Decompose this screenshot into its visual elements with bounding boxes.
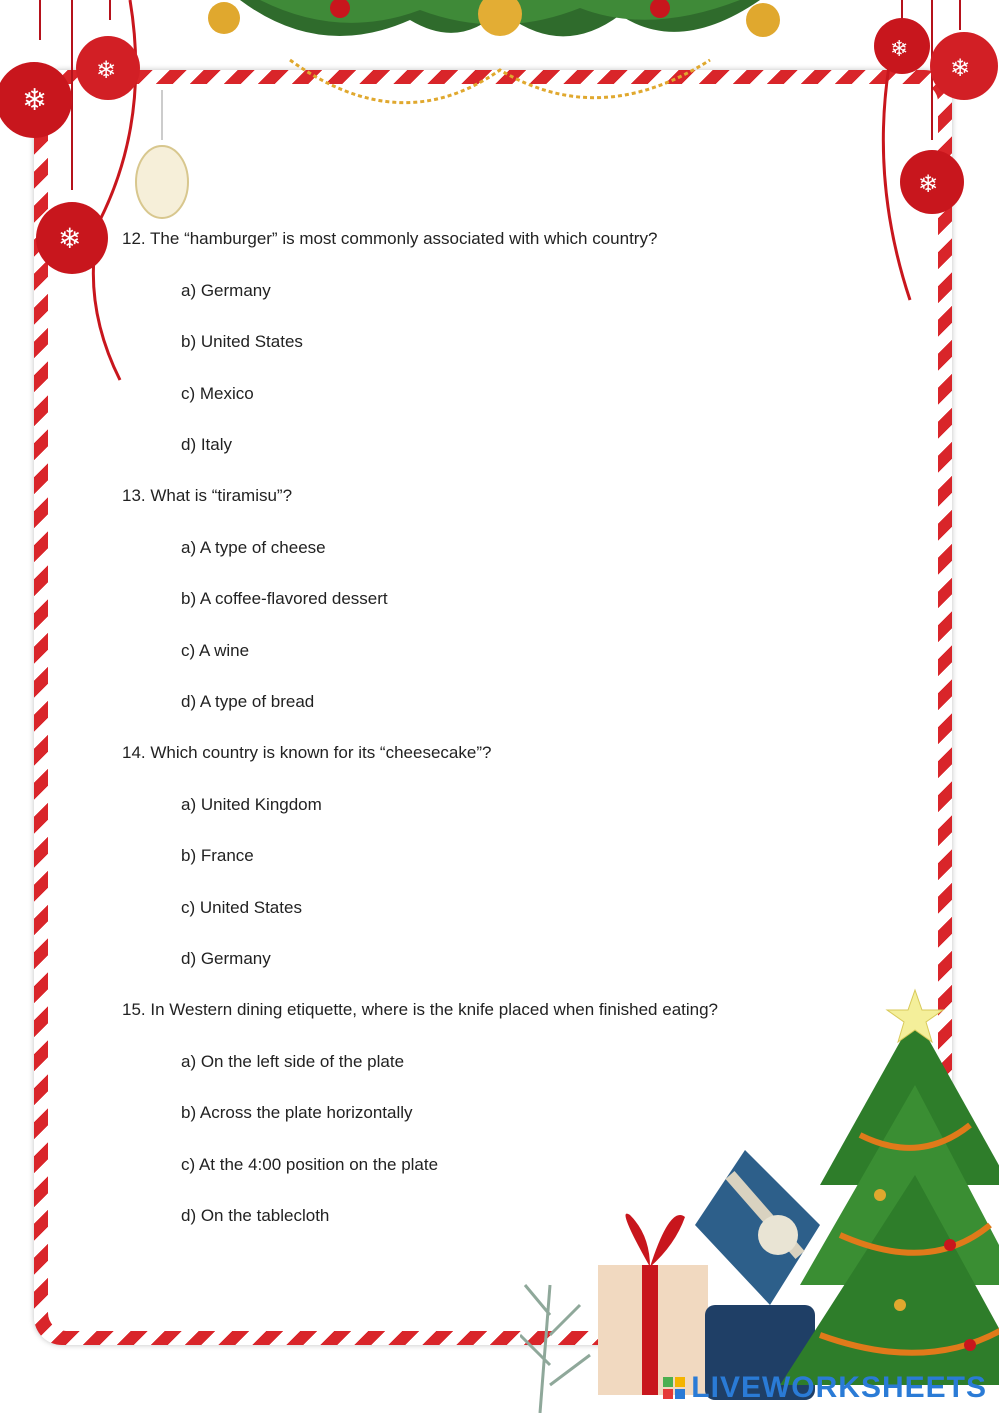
svg-text:❄: ❄ (22, 83, 48, 118)
question-12: 12. The “hamburger” is most commonly associated with which country? (122, 229, 658, 248)
option-15d: d) On the tablecloth (181, 1206, 330, 1225)
option-13c: c) A wine (181, 641, 250, 660)
svg-text:❄: ❄ (890, 37, 909, 62)
option-15c: c) At the 4:00 position on the plate (181, 1155, 439, 1174)
svg-text:❄: ❄ (58, 222, 82, 255)
option-14c: c) United States (181, 898, 302, 917)
option-12b: b) United States (181, 332, 303, 351)
option-14d: d) Germany (181, 949, 271, 968)
brand-text: LIVEWORKSHEETS (691, 1371, 987, 1404)
option-15b: b) Across the plate horizontally (181, 1103, 413, 1122)
svg-text:❄: ❄ (918, 170, 939, 198)
liveworksheets-logo-icon (663, 1377, 685, 1399)
liveworksheets-watermark (663, 1371, 987, 1405)
option-13d: d) A type of bread (181, 692, 315, 711)
question-13: 13. What is “tiramisu”? (122, 486, 293, 505)
option-12d: d) Italy (181, 435, 233, 454)
option-15a: a) On the left side of the plate (181, 1052, 405, 1071)
svg-text:❄: ❄ (96, 56, 117, 84)
option-14a: a) United Kingdom (181, 795, 322, 814)
question-14: 14. Which country is known for its “cheesecake”? (122, 743, 492, 762)
option-14b: b) France (181, 846, 254, 865)
option-12c: c) Mexico (181, 384, 254, 403)
option-13a: a) A type of cheese (181, 538, 326, 557)
option-12a: a) Germany (181, 281, 271, 300)
question-15: 15. In Western dining etiquette, where is the knife placed when finished eating? (122, 1000, 719, 1019)
option-13b: b) A coffee-flavored dessert (181, 589, 388, 608)
svg-text:❄: ❄ (950, 54, 971, 82)
